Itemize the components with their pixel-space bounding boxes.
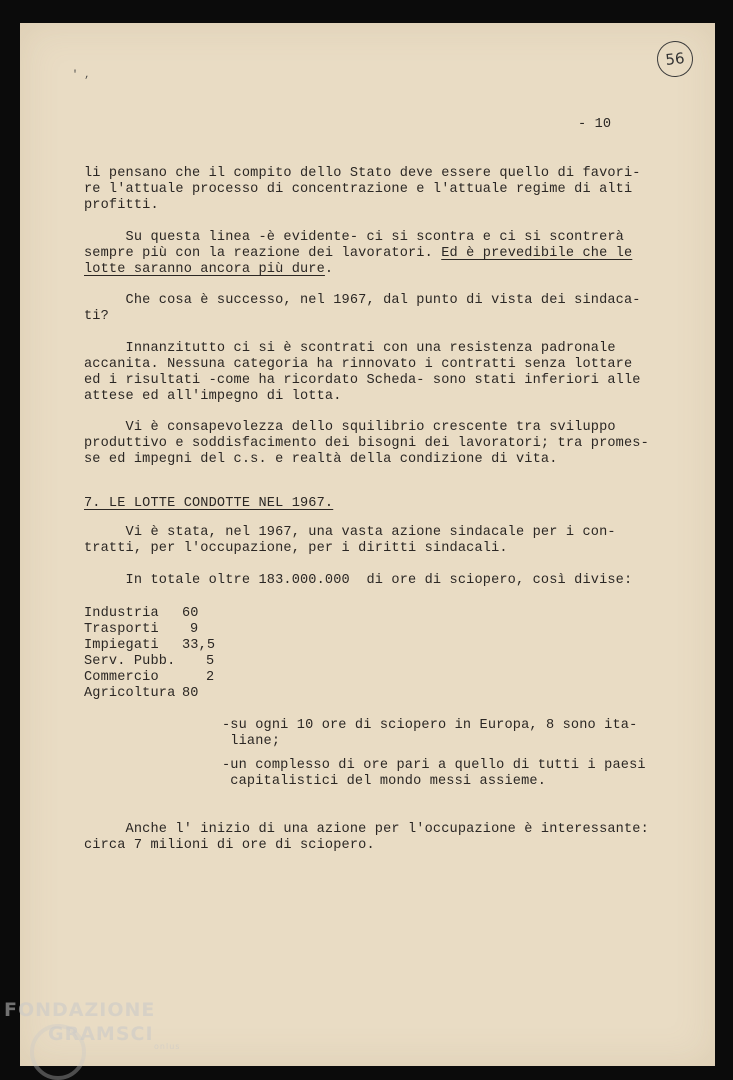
paragraph-2-line-1: Su questa linea -è evidente- ci si scontra e ci si scontrerà — [84, 230, 624, 245]
strike-table-row — [84, 654, 175, 670]
sector-label: Serv. Pubb. — [84, 654, 176, 669]
sector-label: Impiegati — [84, 638, 159, 653]
bullet-point-2: -un complesso di ore pari a quello di tutti i paesi capitalistici del mondo messi assieme. — [222, 758, 646, 789]
strike-table-row — [84, 686, 175, 702]
watermark-logo — [4, 998, 180, 1051]
paragraph-6: Vi è stata, nel 1967, una vasta azione sindacale per i con- tratti, per l'occupazione, per i diritti sindacali. — [84, 525, 616, 556]
sector-label: Commercio — [84, 670, 159, 685]
strike-table-row — [84, 670, 159, 686]
watermark-line-2: GRAMSCI — [48, 1023, 154, 1045]
paragraph-7: In totale oltre 183.000.000 di ore di sciopero, così divise: — [84, 573, 633, 588]
watermark-line-3: onlus — [154, 1042, 181, 1051]
margin-marks: ' , — [72, 70, 91, 81]
sector-value: 60 — [182, 606, 199, 621]
paragraph-2-period: . — [324, 262, 334, 277]
underlined-phrase-end: lotte saranno ancora più dure — [84, 262, 325, 277]
section-heading: 7. LE LOTTE CONDOTTE NEL 1967. — [84, 496, 334, 511]
paragraph-2-line-3 — [84, 262, 333, 278]
sector-label: Industria — [84, 606, 159, 621]
paragraph-1: li pensano che il compito dello Stato deve essere quello di favori- re l'attuale processo di concentrazione e l'attuale regime di alti profitti. — [84, 166, 641, 213]
sector-label: Agricoltura — [84, 686, 176, 701]
bullet-point-1: -su ogni 10 ore di sciopero in Europa, 8 sono ita- liane; — [222, 718, 638, 749]
underlined-phrase: Ed è prevedibile che le — [441, 246, 633, 261]
paragraph-3: Che cosa è successo, nel 1967, dal punto di vista dei sindaca- ti? — [84, 293, 641, 324]
sector-value: 5 — [206, 654, 215, 669]
sector-value: 80 — [182, 686, 199, 701]
archive-page-stamp: 56 — [655, 39, 695, 79]
paragraph-2-text: sempre più con la reazione dei lavoratori. — [84, 246, 442, 261]
sector-value: 2 — [206, 670, 215, 685]
watermark-line-1: FONDAZIONE — [4, 999, 156, 1021]
sector-label: Trasporti — [84, 622, 159, 637]
paragraph-10: Anche l' inizio di una azione per l'occupazione è interessante: circa 7 milioni di ore di sciopero. — [84, 822, 649, 853]
strike-table-row — [84, 638, 159, 654]
page-number: - 10 — [578, 117, 612, 132]
paragraph-2-line-2 — [84, 246, 632, 262]
paragraph-4: Innanzitutto ci si è scontrati con una resistenza padronale accanita. Nessuna categoria ha rinnovato i contratti senza lottare ed i risultati -come ha ricordato Scheda- sono stati inferiori alle attese ed all'impegno di lotta. — [84, 341, 641, 404]
strike-table-row — [84, 622, 159, 638]
sector-value: 33,5 — [182, 638, 216, 653]
sector-value: 9 — [190, 622, 199, 637]
paragraph-5: Vi è consapevolezza dello squilibrio crescente tra sviluppo produttivo e soddisfacimento dei bisogni dei lavoratori; tra promes- se ed impegni del c.s. e realtà della condizione di vita. — [84, 420, 649, 467]
strike-table-row — [84, 606, 159, 622]
